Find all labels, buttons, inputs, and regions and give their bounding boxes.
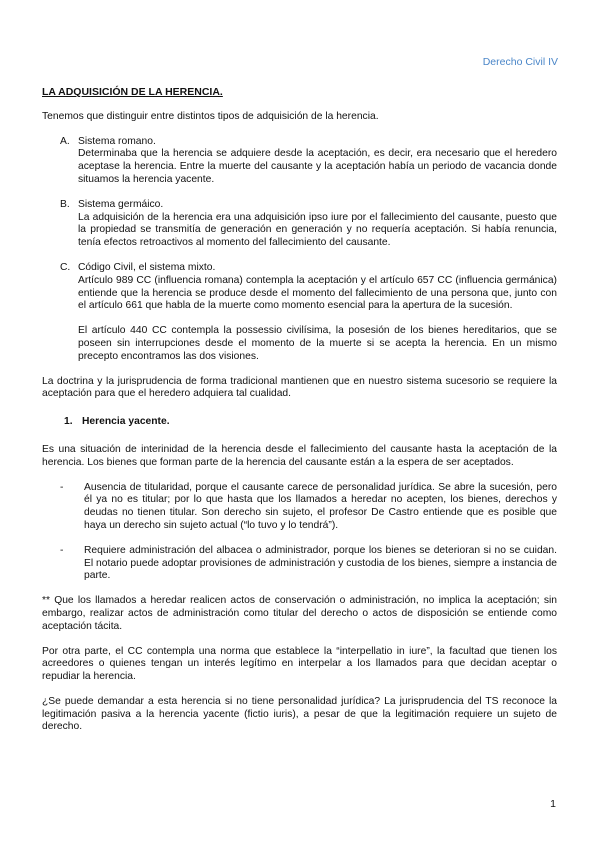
- list-item: [60, 545, 557, 583]
- system-item-a: [60, 136, 557, 187]
- section-heading: [64, 416, 557, 429]
- system-paragraph: Artículo 989 CC (influencia romana) contempla la aceptación y el artículo 657 CC (influencia germánica) entiende que la herencia se produce desde el momento del fallecimiento de una persona que, junto con el artículo 661 que habla de la muerte como momento esencial para la apertura de la sucesión.: [78, 274, 557, 312]
- page-title: LA ADQUISICIÓN DE LA HERENCIA.: [42, 86, 223, 98]
- system-item-b: [60, 199, 557, 250]
- system-paragraph: El artículo 440 CC contempla la possessio civilísima, la posesión de los bienes hereditarios, que se poseen sin interrupciones desde el momento de la muerte si se acepta la herencia. En un mismo precepto encontramos las dos visiones.: [78, 325, 557, 362]
- doctrine-paragraph: La doctrina y la jurisprudencia de forma tradicional mantienen que en nuestro sistema sucesorio se requiere la aceptación para que el heredero adquiera tal cualidad.: [42, 375, 557, 400]
- interpellatio-paragraph: Por otra parte, el CC contempla una norma que establece la “interpellatio in iure”, la facultad que tienen los acreedores o quienes tengan un interés legítimo en interpelar a los llamados para que decidan aceptar o repudiar la herencia.: [42, 645, 557, 683]
- system-marker: B.: [60, 198, 70, 210]
- system-paragraph: La adquisición de la herencia era una adquisición ipso iure por el fallecimiento del causante, puesto que la propiedad se transmitía de generación en generación y no requería aceptación. Si había renuncia, tenía efectos retroactivos al momento del fallecimiento del causante.: [78, 211, 557, 249]
- system-paragraph: Determinaba que la herencia se adquiere desde la aceptación, es decir, era necesario que el heredero aceptase la herencia. Entre la muerte del causante y la aceptación había un periodo de vacancia donde situamos la herencia yacente.: [78, 148, 557, 185]
- section-title: Herencia yacente.: [82, 416, 170, 428]
- system-marker: A.: [60, 135, 70, 147]
- section-number: 1.: [64, 416, 73, 428]
- note-paragraph: ** Que los llamados a heredar realicen actos de conservación o administración, no implica la aceptación; sin embargo, realizar actos de administración como titular del derecho o actos de disposición se entiende como aceptación tácita.: [42, 595, 557, 632]
- running-header: Derecho Civil IV: [482, 56, 558, 68]
- system-heading: Sistema germáico.: [78, 198, 164, 210]
- document-body: [42, 86, 557, 734]
- bullet-marker: -: [60, 481, 64, 493]
- bullet-text: Requiere administración del albacea o administrador, porque los bienes se deterioran si no se cuidan. El notario puede adoptar provisiones de administración y custodia de los bienes, siempre a instancia de parte.: [84, 544, 557, 582]
- question-paragraph: ¿Se puede demandar a esta herencia si no tiene personalidad jurídica? La jurisprudencia del TS reconoce la legitimación pasiva a la herencia yacente (fictio iuris), a pesar de que la legitimación requiere un sujeto de derecho.: [42, 695, 557, 733]
- page-number: 1: [550, 798, 556, 810]
- intro-paragraph: Tenemos que distinguir entre distintos tipos de adquisición de la herencia.: [42, 110, 379, 122]
- system-heading: Código Civil, el sistema mixto.: [78, 261, 216, 273]
- list-item: [60, 482, 557, 533]
- system-item-c: [60, 262, 557, 364]
- system-heading: Sistema romano.: [78, 135, 156, 147]
- section-intro-paragraph: Es una situación de interinidad de la herencia desde el fallecimiento del causante hasta la aceptación de la herencia. Los bienes que forman parte de la herencia del causante están a la espera de ser aceptados.: [42, 443, 557, 468]
- bullet-marker: -: [60, 544, 64, 556]
- system-marker: C.: [60, 261, 71, 273]
- bullet-text: Ausencia de titularidad, porque el causante carece de personalidad jurídica. Se abre la sucesión, pero él ya no es titular; por lo que hasta que los llamados a heredar no acepten, los bienes, derechos y deudas no tienen titular. Son derecho sin sujeto, el profesor De Castro entiende que es posible que haya un derecho sin sujeto actual (“lo tuvo y lo tendrá”).: [84, 481, 557, 531]
